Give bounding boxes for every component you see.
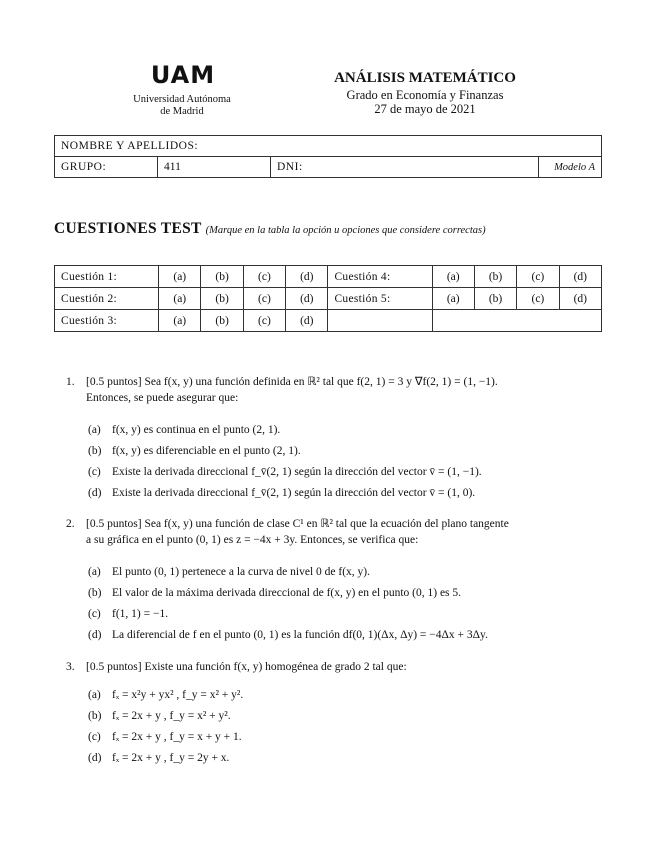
question-label-empty xyxy=(328,310,432,332)
option-text: El valor de la máxima derivada direccional de f(x, y) en el punto (0, 1) es 5. xyxy=(112,587,462,599)
answer-option-cell[interactable]: (c) xyxy=(517,288,559,310)
option-line[interactable] xyxy=(88,604,611,625)
option-text: Existe la derivada direccional f_v̄(2, 1) según la dirección del vector v̄ = (1, 0). xyxy=(112,487,476,499)
question-3 xyxy=(66,659,611,769)
option-label: (c) xyxy=(88,466,101,478)
answer-option-cell[interactable]: (d) xyxy=(559,288,601,310)
option-label: (b) xyxy=(88,445,102,457)
option-label: (c) xyxy=(88,608,101,620)
option-label: (d) xyxy=(88,752,102,764)
question-label: Cuestión 2: xyxy=(55,288,159,310)
option-label: (a) xyxy=(88,689,101,701)
section-note: (Marque en la tabla la opción u opciones que considere correctas) xyxy=(205,225,486,236)
exam-date: 27 de mayo de 2021 xyxy=(374,102,476,116)
option-label: (b) xyxy=(88,710,102,722)
dni-field[interactable] xyxy=(271,157,539,178)
option-line[interactable] xyxy=(88,625,611,646)
university-name-line1: Universidad Autónoma xyxy=(133,94,231,105)
exam-model: Modelo A xyxy=(539,157,602,178)
answer-option-cell[interactable]: (d) xyxy=(286,310,328,332)
question-label: Cuestión 5: xyxy=(328,288,432,310)
answer-option-cell[interactable]: (b) xyxy=(474,288,516,310)
answer-table xyxy=(54,265,602,332)
answer-row xyxy=(55,310,602,332)
question-number: 1. xyxy=(66,376,75,388)
dni-label: DNI: xyxy=(277,161,303,173)
option-line[interactable] xyxy=(88,706,611,727)
answer-option-cell[interactable]: (a) xyxy=(159,310,201,332)
option-text: El punto (0, 1) pertenece a la curva de nivel 0 de f(x, y). xyxy=(112,566,371,578)
option-label: (d) xyxy=(88,487,102,499)
question-label: Cuestión 3: xyxy=(55,310,159,332)
section-heading xyxy=(54,220,486,238)
answer-option-cell[interactable]: (b) xyxy=(201,310,243,332)
option-text: fₓ = 2x + y , f_y = x + y + 1. xyxy=(112,731,242,743)
option-text: f(x, y) es diferenciable en el punto (2, 1). xyxy=(112,445,301,457)
option-line[interactable] xyxy=(88,748,611,769)
option-text: f(1, 1) = −1. xyxy=(112,608,169,620)
option-line[interactable] xyxy=(88,483,611,504)
answer-option-cell[interactable]: (c) xyxy=(517,266,559,288)
question-stem: [0.5 puntos] Sea f(x, y) una función de clase C¹ en ℝ² tal que la ecuación del plano tangente xyxy=(86,518,509,530)
option-line[interactable] xyxy=(88,727,611,748)
course-title: ANÁLISIS MATEMÁTICO xyxy=(334,70,516,86)
option-text: La diferencial de f en el punto (0, 1) es la función df(0, 1)(Δx, Δy) = −4Δx + 3Δy. xyxy=(112,629,488,641)
option-line[interactable] xyxy=(88,562,611,583)
question-stem-cont: a su gráfica en el punto (0, 1) es z = −4x + 3y. Entonces, se verifica que: xyxy=(86,534,419,546)
name-field[interactable] xyxy=(55,136,602,157)
university-name-line2: de Madrid xyxy=(160,106,204,117)
answer-option-cell[interactable]: (a) xyxy=(432,288,474,310)
option-text: fₓ = x²y + yx² , f_y = x² + y². xyxy=(112,689,244,701)
name-label: NOMBRE Y APELLIDOS: xyxy=(61,140,199,152)
answer-option-cell[interactable]: (d) xyxy=(286,266,328,288)
group-value: 411 xyxy=(158,157,271,178)
option-line[interactable] xyxy=(88,685,611,706)
option-line[interactable] xyxy=(88,462,611,483)
answer-option-cell[interactable]: (a) xyxy=(159,266,201,288)
question-stem-cont: Entonces, se puede asegurar que: xyxy=(86,392,239,404)
answer-option-cell[interactable]: (c) xyxy=(243,266,285,288)
option-line[interactable] xyxy=(88,583,611,604)
answer-row xyxy=(55,266,602,288)
section-title: CUESTIONES TEST xyxy=(54,220,202,237)
answer-option-cell[interactable]: (d) xyxy=(559,266,601,288)
question-number: 3. xyxy=(66,661,75,673)
option-label: (d) xyxy=(88,629,102,641)
option-label: (a) xyxy=(88,566,101,578)
degree-subtitle: Grado en Economía y Finanzas xyxy=(346,88,504,102)
question-stem: [0.5 puntos] Existe una función f(x, y) homogénea de grado 2 tal que: xyxy=(86,661,407,673)
option-text: fₓ = 2x + y , f_y = 2y + x. xyxy=(112,752,230,764)
option-text: f(x, y) es continua en el punto (2, 1). xyxy=(112,424,281,436)
group-label-cell xyxy=(55,157,158,178)
group-label: GRUPO: xyxy=(61,161,107,173)
question-label: Cuestión 1: xyxy=(55,266,159,288)
option-line[interactable] xyxy=(88,420,611,441)
option-label: (a) xyxy=(88,424,101,436)
option-text: Existe la derivada direccional f_v̄(2, 1) según la dirección del vector v̄ = (1, −1). xyxy=(112,466,482,478)
student-info-table xyxy=(54,135,602,178)
university-logo: UAM xyxy=(150,61,216,89)
answer-option-cell[interactable]: (c) xyxy=(243,310,285,332)
answer-option-cell[interactable]: (c) xyxy=(243,288,285,310)
question-stem: [0.5 puntos] Sea f(x, y) una función definida en ℝ² tal que f(2, 1) = 3 y ∇f(2, 1) = (1, −1). xyxy=(86,376,498,388)
answer-option-cell[interactable]: (b) xyxy=(474,266,516,288)
answer-option-cell[interactable]: (a) xyxy=(159,288,201,310)
empty-cell xyxy=(432,310,601,332)
question-2 xyxy=(66,516,611,646)
answer-row xyxy=(55,288,602,310)
option-label: (c) xyxy=(88,731,101,743)
answer-option-cell[interactable]: (b) xyxy=(201,288,243,310)
option-label: (b) xyxy=(88,587,102,599)
answer-option-cell[interactable]: (b) xyxy=(201,266,243,288)
option-line[interactable] xyxy=(88,441,611,462)
question-1 xyxy=(66,374,611,504)
answer-option-cell[interactable]: (d) xyxy=(286,288,328,310)
answer-option-cell[interactable]: (a) xyxy=(432,266,474,288)
question-number: 2. xyxy=(66,518,75,530)
question-label: Cuestión 4: xyxy=(328,266,432,288)
option-text: fₓ = 2x + y , f_y = x² + y². xyxy=(112,710,231,722)
